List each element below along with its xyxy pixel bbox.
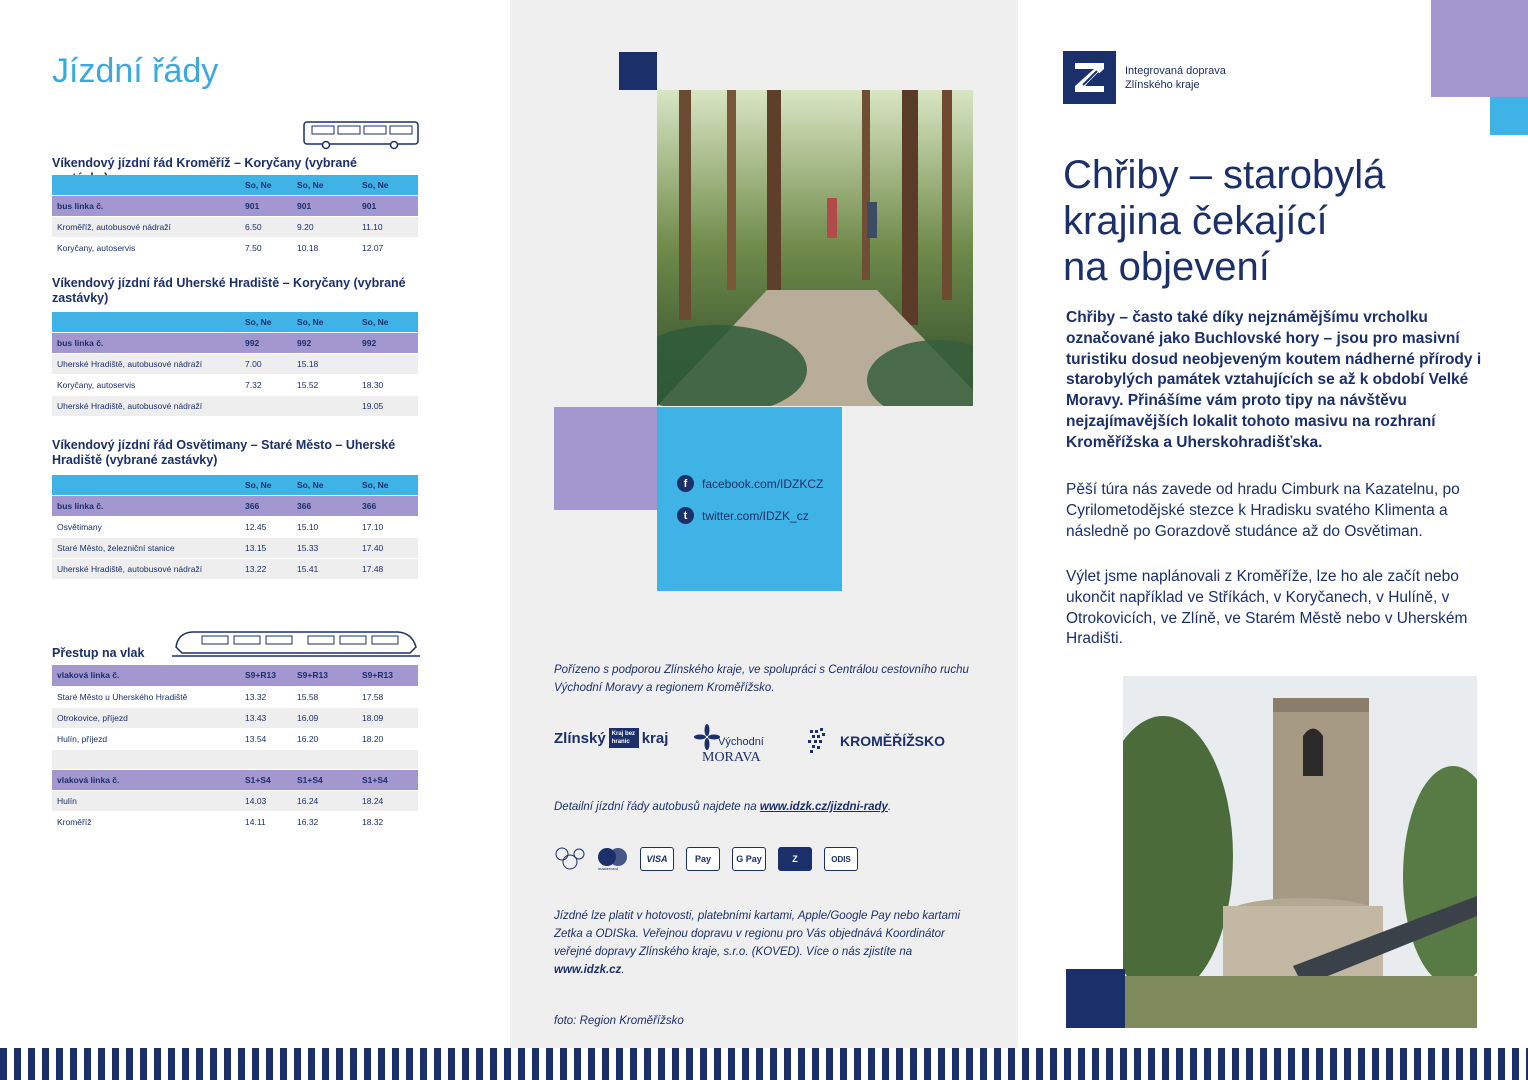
table-cell: 16.20 <box>292 728 357 749</box>
table-cell: So, Ne <box>357 475 418 495</box>
table-cell: 13.32 <box>240 686 292 707</box>
table-cell: 11.10 <box>357 216 418 237</box>
table-cell: 366 <box>240 495 292 516</box>
table-line-row <box>52 332 418 353</box>
zlin-logo-word-1: Zlínský <box>554 729 606 747</box>
payment-text-suffix: . <box>621 964 625 976</box>
table-cell: 17.10 <box>357 516 418 537</box>
support-text: Pořízeno s podporou Zlínského kraje, ve spolupráci s Centrálou cestovního ruchu Východní Moravy a regionem Kroměřížsko. <box>554 664 969 694</box>
detail-text <box>554 798 984 816</box>
table-cell: 18.32 <box>357 811 418 832</box>
table-cell: 18.20 <box>357 728 418 749</box>
table-header-row <box>52 475 418 495</box>
table-cell: So, Ne <box>240 475 292 495</box>
table-cell: 992 <box>240 332 292 353</box>
table-cell: 19.05 <box>357 395 418 416</box>
table-cell: 15.58 <box>292 686 357 707</box>
table-cell: 12.45 <box>240 516 292 537</box>
kromerizsko-logo-text: KROMĚŘÍŽSKO <box>840 733 945 749</box>
table-cell: 15.52 <box>292 374 357 395</box>
table-row <box>52 395 418 416</box>
table-cell: bus linka č. <box>52 195 240 216</box>
table-cell: Staré Město u Uherského Hradiště <box>52 686 240 707</box>
partner-logos <box>554 720 954 770</box>
table-cell: 901 <box>240 195 292 216</box>
article-paragraph-2: Výlet jsme naplánovali z Kroměříže, lze ho ale začít nebo ukončit například ve Stříkách, v Koryčanech, v Hulíně, v Otrokovicích, ve Zlíně, ve Starém Městě nebo v Uherském Hradišti. <box>1066 568 1468 648</box>
table-cell: 16.09 <box>292 707 357 728</box>
table-cell: 7.00 <box>240 353 292 374</box>
timetable-3 <box>52 475 418 580</box>
table-cell <box>240 395 292 416</box>
table-cell: 18.24 <box>357 790 418 811</box>
table-cell: So, Ne <box>240 175 292 195</box>
table-cell: Hulín <box>52 790 240 811</box>
table-cell: 18.09 <box>357 707 418 728</box>
decor-square-purple <box>554 407 657 510</box>
train-timetable <box>52 665 418 833</box>
table-cell: 15.18 <box>292 353 357 374</box>
table-cell: S1+S4 <box>357 769 418 790</box>
table-cell: Staré Město, železniční stanice <box>52 537 240 558</box>
table-cell: vlaková linka č. <box>52 665 240 686</box>
table-cell: 16.24 <box>292 790 357 811</box>
table-cell: S9+R13 <box>357 665 418 686</box>
table-cell: 6.50 <box>240 216 292 237</box>
table-cell <box>52 312 240 332</box>
table-cell: vlaková linka č. <box>52 769 240 790</box>
table-cell <box>357 353 418 374</box>
table-cell: Osvětimany <box>52 516 240 537</box>
table-cell: 13.43 <box>240 707 292 728</box>
facebook-label: facebook.com/IDZKCZ <box>702 476 824 491</box>
table-row <box>52 728 418 749</box>
table-cell: 12.07 <box>357 237 418 258</box>
table-cell: S1+S4 <box>240 769 292 790</box>
idzk-logo <box>1063 51 1116 104</box>
decor-square-blue-top <box>1490 97 1528 135</box>
kromerizsko-logo <box>806 726 945 756</box>
article-paragraph-1: Pěší túra nás zavede od hradu Cimburk na Kazatelnu, po Cyrilometodějské stezce k Hradisku svatého Klimenta a následně po Gorazdově studánce až do Osvětiman. <box>1066 481 1460 540</box>
table-row <box>52 216 418 237</box>
article-headline <box>1063 152 1483 290</box>
payment-text-body: Jízdné lze platit v hotovosti, platebními kartami, Apple/Google Pay nebo kartami Zetka a ODISka. Veřejnou dopravu v regionu pro Vás objednává Koordinátor veřejné dopravy Zlínského kraje, s.r.o. (KOVED). Více o nás zjistíte na <box>554 910 961 958</box>
table-cell: Hulín, příjezd <box>52 728 240 749</box>
table-cell: 15.10 <box>292 516 357 537</box>
table-line-row <box>52 769 418 790</box>
zlin-logo-badge: Kraj bez hranic <box>609 728 639 748</box>
table-cell: S9+R13 <box>240 665 292 686</box>
headline-line-2: krajina čekající <box>1063 199 1328 243</box>
zlin-kraj-logo <box>554 728 668 748</box>
timetable-heading-3: Víkendový jízdní řád Osvětimany – Staré Město – Uherské Hradiště (vybrané zastávky) <box>52 438 396 467</box>
apple-pay-icon: Pay <box>686 847 720 871</box>
table-cell: S1+S4 <box>292 769 357 790</box>
table-cell: Uherské Hradiště, autobusové nádraží <box>52 395 240 416</box>
payment-methods <box>554 846 858 872</box>
table-cell: 18.30 <box>357 374 418 395</box>
table-cell: 7.32 <box>240 374 292 395</box>
table-cell: So, Ne <box>292 312 357 332</box>
zetka-icon: Z <box>778 847 812 871</box>
castle-photo <box>1123 676 1477 1028</box>
table-spacer-row <box>52 749 418 769</box>
map-icon <box>806 726 836 756</box>
timetable-1 <box>52 175 418 259</box>
z-logo-icon <box>1063 51 1116 104</box>
cash-coins-icon <box>554 846 586 872</box>
table-cell: So, Ne <box>357 175 418 195</box>
timetable-heading-2: Víkendový jízdní řád Uherské Hradiště – Koryčany (vybrané zastávky) <box>52 276 406 305</box>
table-cell: 14.11 <box>240 811 292 832</box>
table-header-row <box>52 312 418 332</box>
table-cell: 13.54 <box>240 728 292 749</box>
table-row <box>52 374 418 395</box>
social-box <box>657 407 842 591</box>
table-cell: 17.58 <box>357 686 418 707</box>
flower-icon <box>694 724 720 750</box>
table-cell: Koryčany, autoservis <box>52 374 240 395</box>
vm-logo-word-1: Východní <box>718 736 764 748</box>
table-cell: So, Ne <box>292 475 357 495</box>
page-title: Jízdní řády <box>52 52 219 90</box>
table-cell: 15.41 <box>292 558 357 579</box>
table-row <box>52 707 418 728</box>
table-cell: So, Ne <box>292 175 357 195</box>
train-heading: Přestup na vlak <box>52 646 145 660</box>
timetable-2 <box>52 312 418 417</box>
twitter-link[interactable] <box>677 507 809 524</box>
photo-credit: foto: Region Kroměřížsko <box>554 1015 684 1027</box>
detail-text-suffix: . <box>887 801 892 813</box>
table-row <box>52 353 418 374</box>
table-cell: 13.15 <box>240 537 292 558</box>
forest-photo <box>657 90 973 406</box>
table-line-row <box>52 665 418 686</box>
zlin-logo-word-2: kraj <box>641 729 669 747</box>
table-row <box>52 537 418 558</box>
table-cell: 17.48 <box>357 558 418 579</box>
table-cell: Uherské Hradiště, autobusové nádraží <box>52 558 240 579</box>
table-cell: So, Ne <box>357 312 418 332</box>
table-cell: 901 <box>292 195 357 216</box>
table-cell: Uherské Hradiště, autobusové nádraží <box>52 353 240 374</box>
table-row <box>52 558 418 579</box>
table-line-row <box>52 495 418 516</box>
idzk-logo-text <box>1125 64 1226 92</box>
table-cell: S9+R13 <box>292 665 357 686</box>
vm-logo-word-2: MORAVA <box>702 750 761 765</box>
table-line-row <box>52 195 418 216</box>
table-row <box>52 237 418 258</box>
table-row <box>52 686 418 707</box>
table-cell: 16.32 <box>292 811 357 832</box>
decor-square-purple-top <box>1431 0 1528 97</box>
facebook-icon: f <box>677 475 694 492</box>
table-cell: 14.03 <box>240 790 292 811</box>
facebook-link[interactable] <box>677 475 823 492</box>
table-cell: 7.50 <box>240 237 292 258</box>
table-cell: 366 <box>292 495 357 516</box>
table-cell <box>292 395 357 416</box>
table-cell: Kroměříž, autobusové nádraží <box>52 216 240 237</box>
table-cell: 366 <box>357 495 418 516</box>
detail-text-prefix: Detailní jízdní řády autobusů najdete na <box>554 801 760 813</box>
idzk-logo-text-2: Zlínského kraje <box>1125 79 1200 91</box>
odiska-icon: ODIS <box>824 847 858 871</box>
table-cell: 10.18 <box>292 237 357 258</box>
twitter-icon: t <box>677 507 694 524</box>
decor-square-navy-bottom <box>1066 969 1125 1028</box>
idzk-link[interactable]: www.idzk.cz <box>554 964 622 976</box>
table-header-row <box>52 175 418 195</box>
table-cell: 9.20 <box>292 216 357 237</box>
table-cell: 15.33 <box>292 537 357 558</box>
visa-icon: VISA <box>640 847 674 871</box>
decor-square-navy <box>619 52 657 90</box>
payment-text <box>554 907 974 979</box>
table-cell: Otrokovice, příjezd <box>52 707 240 728</box>
table-cell: 17.40 <box>357 537 418 558</box>
headline-line-3: na objevení <box>1063 245 1270 289</box>
table-row <box>52 790 418 811</box>
headline-line-1: Chřiby – starobylá <box>1063 153 1386 197</box>
table-cell: Koryčany, autoservis <box>52 237 240 258</box>
bus-icon <box>302 120 420 150</box>
twitter-label: twitter.com/IDZK_cz <box>702 508 809 523</box>
jizdni-rady-link[interactable]: www.idzk.cz/jizdni-rady <box>759 801 888 813</box>
table-cell: Kroměříž <box>52 811 240 832</box>
table-cell: 992 <box>292 332 357 353</box>
idzk-logo-text-1: Integrovaná doprava <box>1125 65 1226 77</box>
table-row <box>52 811 418 832</box>
mastercard-icon <box>598 846 628 872</box>
google-pay-icon: G Pay <box>732 847 766 871</box>
table-cell <box>52 175 240 195</box>
table-row <box>52 516 418 537</box>
table-cell: 13.22 <box>240 558 292 579</box>
table-cell <box>52 475 240 495</box>
bottom-stripes <box>0 1048 1528 1080</box>
article-lead: Chřiby – často také díky nejznámějšímu vrcholku označované jako Buchlovské hory – jsou pro masivní turistiku dosud neobjeveným koutem nádherné přírody i starobylých památek vztahujících se až k období Velké Moravy. Přinášíme vám proto tipy na návštěvu nejzajímavějších lokalit tohoto masivu na rozhraní Kroměřížska a Uherskohradišťska. <box>1066 309 1482 451</box>
table-cell: So, Ne <box>240 312 292 332</box>
table-cell: bus linka č. <box>52 495 240 516</box>
table-cell: 992 <box>357 332 418 353</box>
table-cell: bus linka č. <box>52 332 240 353</box>
mastercard-label: mastercard <box>598 866 619 871</box>
table-cell: 901 <box>357 195 418 216</box>
timetable-heading-1: Víkendový jízdní řád Kroměříž – Koryčany (vybrané <box>52 156 357 170</box>
